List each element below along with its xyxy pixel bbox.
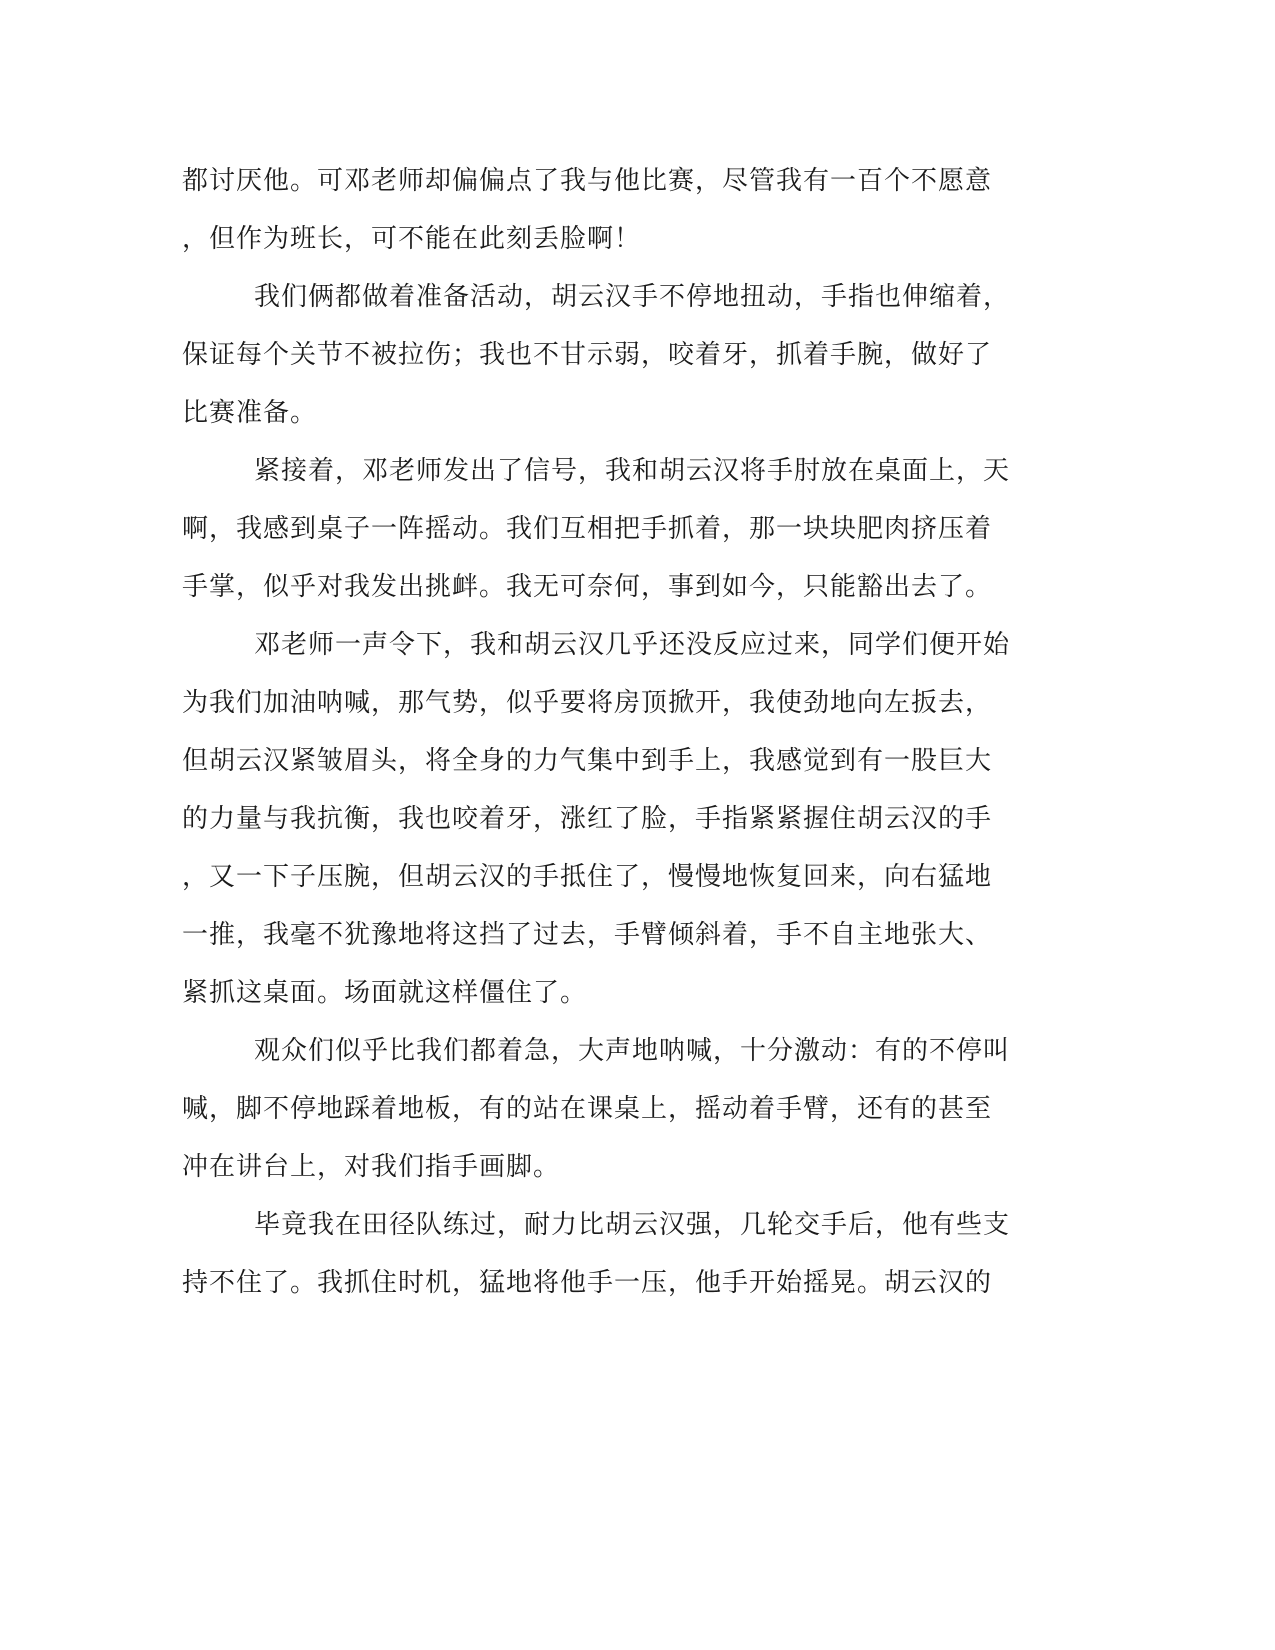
document-body bbox=[182, 152, 1042, 1312]
text-line: 比赛准备。 bbox=[182, 398, 318, 428]
text-line: ，又一下子压腕，但胡云汉的手抵住了，慢慢地恢复回来，向右猛地 bbox=[182, 862, 993, 892]
text-line: ，但作为班长，可不能在此刻丢脸啊！ bbox=[182, 224, 642, 254]
text-line: 都讨厌他。可邓老师却偏偏点了我与他比赛，尽管我有一百个不愿意 bbox=[182, 166, 993, 196]
text-line: 紧抓这桌面。场面就这样僵住了。 bbox=[182, 978, 588, 1008]
text-line: 喊，脚不停地踩着地板，有的站在课桌上，摇动着手臂，还有的甚至 bbox=[182, 1094, 993, 1124]
paragraph-start-line: 邓老师一声令下，我和胡云汉几乎还没反应过来，同学们便开始 bbox=[254, 630, 1011, 660]
paragraph-start-line: 紧接着，邓老师发出了信号，我和胡云汉将手肘放在桌面上，天 bbox=[254, 456, 1011, 486]
text-line: 啊，我感到桌子一阵摇动。我们互相把手抓着，那一块块肥肉挤压着 bbox=[182, 514, 993, 544]
text-line: 保证每个关节不被拉伤；我也不甘示弱，咬着牙，抓着手腕，做好了 bbox=[182, 340, 993, 370]
paragraph-start-line: 我们俩都做着准备活动，胡云汉手不停地扭动，手指也伸缩着， bbox=[254, 282, 1011, 312]
text-line: 但胡云汉紧皱眉头，将全身的力气集中到手上，我感觉到有一股巨大 bbox=[182, 746, 993, 776]
text-line: 持不住了。我抓住时机，猛地将他手一压，他手开始摇晃。胡云汉的 bbox=[182, 1268, 993, 1298]
text-line: 为我们加油呐喊，那气势，似乎要将房顶掀开，我使劲地向左扳去， bbox=[182, 688, 993, 718]
paragraph-start-line: 观众们似乎比我们都着急，大声地呐喊，十分激动：有的不停叫 bbox=[254, 1036, 1011, 1066]
text-line: 手掌，似乎对我发出挑衅。我无可奈何，事到如今，只能豁出去了。 bbox=[182, 572, 993, 602]
text-line: 冲在讲台上，对我们指手画脚。 bbox=[182, 1152, 561, 1182]
paragraph-start-line: 毕竟我在田径队练过，耐力比胡云汉强，几轮交手后，他有些支 bbox=[254, 1210, 1011, 1240]
text-line: 的力量与我抗衡，我也咬着牙，涨红了脸，手指紧紧握住胡云汉的手 bbox=[182, 804, 993, 834]
text-line: 一推，我毫不犹豫地将这挡了过去，手臂倾斜着，手不自主地张大、 bbox=[182, 920, 993, 950]
